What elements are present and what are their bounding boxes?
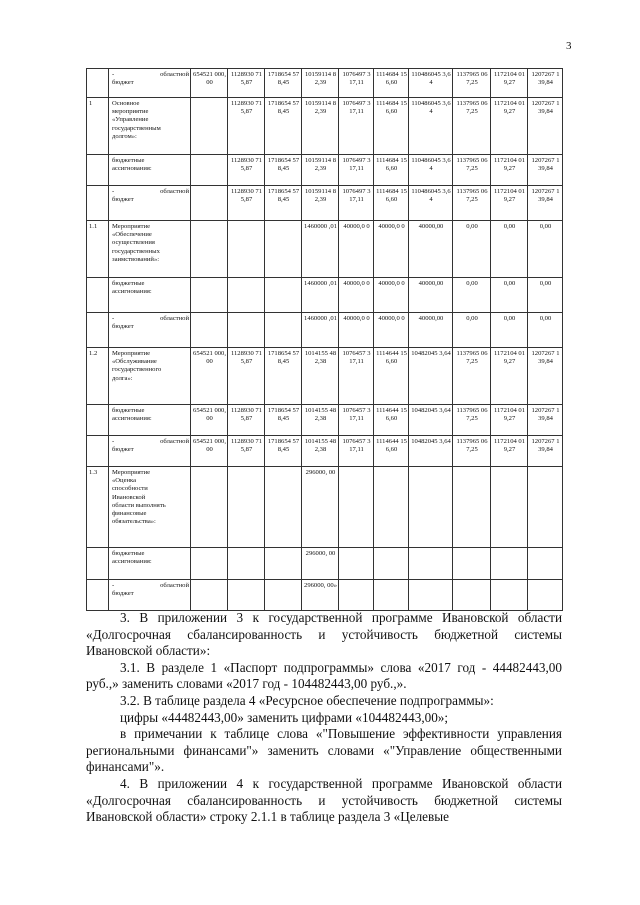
value-cell: 296000, 00 — [302, 467, 339, 548]
value-cell: 1718654 578,45 — [265, 405, 302, 436]
row-name-line: долга»: — [112, 374, 133, 382]
row-name — [109, 98, 191, 155]
row-number — [87, 186, 109, 221]
row-name — [109, 186, 191, 221]
paragraph-4: 4. В приложении 4 к государственной программе Ивановской области «Долгосрочная сбалансированность и устойчивость бюджетной системы Ивановской области» строку 2.1.1 в таблице раздела 3 «Целевые — [86, 775, 562, 825]
budget-table — [86, 68, 563, 611]
value-cell: 1137965 067,25 — [453, 69, 491, 98]
value-cell — [191, 313, 228, 348]
row-name — [109, 348, 191, 405]
value-cell: 1014155 482,38 — [302, 348, 339, 405]
row-name-line: «Оценка — [112, 477, 137, 485]
row-name-line — [112, 315, 189, 323]
value-cell: 0,00 — [528, 278, 563, 313]
value-cell: 1128930 715,87 — [228, 348, 265, 405]
value-cell: 40000,0 0 — [339, 221, 374, 278]
table-row — [87, 69, 563, 98]
row-name-word: областной — [160, 582, 189, 589]
value-cell: 1718654 578,45 — [265, 155, 302, 186]
row-name-word: областной — [160, 188, 189, 195]
value-cell — [339, 580, 374, 611]
value-cell — [491, 548, 528, 580]
value-cell: 10482045 3,64 — [409, 405, 453, 436]
row-number — [87, 155, 109, 186]
value-cell: 1128930 715,87 — [228, 186, 265, 221]
value-cell: 0,00 — [528, 221, 563, 278]
value-cell: 1207267 139,84 — [528, 436, 563, 467]
row-name-line: бюджет — [112, 590, 134, 598]
row-name-line: финансовые — [112, 510, 147, 518]
row-name — [109, 278, 191, 313]
row-name-line: бюджетные — [112, 550, 145, 557]
paragraph-digits: цифры «44482443,00» заменить цифрами «104482443,00»; — [120, 709, 449, 725]
value-cell: 1076457 317,11 — [339, 405, 374, 436]
value-cell: 40000,00 — [409, 278, 453, 313]
value-cell: 1172104 019,27 — [491, 98, 528, 155]
row-name-dash: - — [112, 582, 115, 589]
row-name-word: областной — [160, 71, 189, 78]
row-number — [87, 405, 109, 436]
value-cell: 1172104 019,27 — [491, 69, 528, 98]
value-cell: 1718654 578,45 — [265, 348, 302, 405]
page-number: 3 — [566, 40, 572, 52]
row-name — [109, 313, 191, 348]
value-cell: 40000,00 — [409, 221, 453, 278]
value-cell: 1076457 317,11 — [339, 436, 374, 467]
value-cell — [491, 580, 528, 611]
value-cell: 1207267 139,84 — [528, 348, 563, 405]
table-body — [87, 69, 563, 611]
value-cell: 1207267 139,84 — [528, 186, 563, 221]
value-cell: 10159114 82,39 — [302, 98, 339, 155]
row-name-line — [112, 71, 189, 79]
value-cell: 110486045 3,64 — [409, 69, 453, 98]
value-cell: 1014155 482,38 — [302, 405, 339, 436]
value-cell — [374, 467, 409, 548]
value-cell: 1718654 578,45 — [265, 186, 302, 221]
value-cell: 110486045 3,64 — [409, 155, 453, 186]
value-cell: 654521 000,00 — [191, 348, 228, 405]
value-cell: 296000, 00» — [302, 580, 339, 611]
row-name-line: «Обеспечение — [112, 231, 152, 239]
value-cell: 1137965 067,25 — [453, 186, 491, 221]
value-cell — [191, 186, 228, 221]
value-cell — [453, 467, 491, 548]
value-cell: 1137965 067,25 — [453, 98, 491, 155]
row-name-dash: - — [112, 71, 115, 78]
value-cell: 10159114 82,39 — [302, 155, 339, 186]
paragraph-note: в примечании к таблице слова «"Повышение эффективности управления региональными финансами"» заменить словами «"Управление общественными финансами"». — [86, 726, 562, 775]
value-cell: 1076497 317,11 — [339, 186, 374, 221]
value-cell: 296000, 00 — [302, 548, 339, 580]
table-row — [87, 221, 563, 278]
row-name-line: мероприятие — [112, 108, 149, 116]
value-cell: 0,00 — [453, 221, 491, 278]
value-cell: 0,00 — [528, 313, 563, 348]
value-cell: 1076497 317,11 — [339, 155, 374, 186]
row-name-line: бюджет — [112, 79, 134, 87]
value-cell: 1207267 139,84 — [528, 405, 563, 436]
value-cell: 654521 000,00 — [191, 436, 228, 467]
row-name — [109, 580, 191, 611]
value-cell: 0,00 — [491, 278, 528, 313]
value-cell — [409, 580, 453, 611]
row-name-dash: - — [112, 315, 115, 322]
value-cell: 1137965 067,25 — [453, 436, 491, 467]
table-row — [87, 313, 563, 348]
value-cell: 110486045 3,64 — [409, 98, 453, 155]
value-cell — [528, 580, 563, 611]
table-row — [87, 278, 563, 313]
value-cell — [265, 278, 302, 313]
value-cell: 1114684 156,60 — [374, 69, 409, 98]
row-name-line: бюджетные — [112, 280, 145, 287]
value-cell: 654521 000,00 — [191, 69, 228, 98]
row-name-line: бюджет — [112, 446, 134, 454]
row-name — [109, 436, 191, 467]
value-cell: 1128930 715,87 — [228, 98, 265, 155]
row-name-line: бюджетные — [112, 407, 145, 414]
value-cell: 10482045 3,64 — [409, 348, 453, 405]
value-cell: 1172104 019,27 — [491, 436, 528, 467]
value-cell: 1207267 139,84 — [528, 69, 563, 98]
value-cell — [265, 221, 302, 278]
row-name-line — [112, 188, 189, 196]
value-cell: 1137965 067,25 — [453, 348, 491, 405]
row-name-line: области выполнять — [112, 501, 166, 509]
value-cell: 1718654 578,45 — [265, 436, 302, 467]
value-cell — [191, 548, 228, 580]
value-cell — [453, 548, 491, 580]
value-cell: 10159114 82,39 — [302, 186, 339, 221]
row-name — [109, 548, 191, 580]
value-cell — [265, 580, 302, 611]
row-name-line: ассигнования: — [112, 165, 152, 173]
value-cell: 1076497 317,11 — [339, 98, 374, 155]
value-cell: 1014155 482,38 — [302, 436, 339, 467]
value-cell: 1114684 156,60 — [374, 155, 409, 186]
row-number: 1.3 — [87, 467, 109, 548]
table-row — [87, 436, 563, 467]
value-cell: 1114644 156,60 — [374, 405, 409, 436]
row-number — [87, 313, 109, 348]
value-cell: 40000,0 0 — [374, 278, 409, 313]
body-text — [86, 610, 562, 826]
row-number: 1 — [87, 98, 109, 155]
paragraph-3: 3. В приложении 3 к государственной программе Ивановской области «Долгосрочная сбалансированность и устойчивость бюджетной системы Ивановской области»: — [86, 610, 562, 659]
value-cell: 40000,0 0 — [339, 278, 374, 313]
value-cell — [191, 467, 228, 548]
value-cell: 1172104 019,27 — [491, 405, 528, 436]
value-cell — [339, 548, 374, 580]
value-cell — [191, 155, 228, 186]
value-cell: 40000,0 0 — [374, 221, 409, 278]
value-cell — [228, 580, 265, 611]
value-cell — [374, 580, 409, 611]
row-name-line: Основное — [112, 100, 140, 107]
value-cell: 40000,00 — [409, 313, 453, 348]
row-number — [87, 436, 109, 467]
paragraph-3-2: 3.2. В таблице раздела 4 «Ресурсное обеспечение подпрограммы»: — [120, 692, 494, 708]
row-name-line: Мероприятие — [112, 223, 151, 230]
value-cell: 0,00 — [491, 313, 528, 348]
row-name-line — [112, 438, 189, 446]
value-cell: 1114644 156,60 — [374, 436, 409, 467]
paragraph-3-1: 3.1. В разделе 1 «Паспорт подпрограммы» слова «2017 год - 44482443,00 руб.,» заменить словами «2017 год - 104482443,00 руб.,». — [86, 659, 562, 692]
row-name-dash: - — [112, 188, 115, 195]
value-cell: 1137965 067,25 — [453, 155, 491, 186]
value-cell: 10159114 82,39 — [302, 69, 339, 98]
row-name-line: Ивановской — [112, 493, 146, 501]
value-cell — [228, 221, 265, 278]
value-cell — [191, 580, 228, 611]
value-cell: 1460000 ,01 — [302, 313, 339, 348]
value-cell — [265, 313, 302, 348]
value-cell — [265, 548, 302, 580]
row-name — [109, 405, 191, 436]
table-row — [87, 405, 563, 436]
row-name-line: ассигнования: — [112, 288, 152, 296]
value-cell: 1460000 ,01 — [302, 221, 339, 278]
row-name-line — [112, 582, 189, 590]
row-name-line: способности — [112, 485, 148, 493]
row-name-line: ассигнования: — [112, 558, 152, 566]
row-name-line: государственного — [112, 366, 162, 374]
table-row — [87, 348, 563, 405]
row-name-line: «Обслуживание — [112, 358, 157, 366]
row-name — [109, 221, 191, 278]
row-name — [109, 155, 191, 186]
value-cell: 1128930 715,87 — [228, 69, 265, 98]
row-name-line: «Управление — [112, 116, 149, 124]
row-name-line: Мероприятие — [112, 350, 151, 357]
row-name-line: ассигнования: — [112, 415, 152, 423]
row-name-line: бюджет — [112, 323, 134, 331]
row-name-dash: - — [112, 438, 115, 445]
row-name-word: областной — [160, 438, 189, 445]
value-cell: 40000,0 0 — [339, 313, 374, 348]
value-cell — [453, 580, 491, 611]
value-cell: 1137965 067,25 — [453, 405, 491, 436]
value-cell: 1172104 019,27 — [491, 155, 528, 186]
row-name-line: государственным — [112, 124, 161, 132]
value-cell: 1114644 156,60 — [374, 348, 409, 405]
value-cell: 1172104 019,27 — [491, 186, 528, 221]
table-row — [87, 155, 563, 186]
row-name-line: бюджетные — [112, 157, 145, 164]
value-cell: 1128930 715,87 — [228, 405, 265, 436]
row-name-line: заимствований»: — [112, 255, 160, 263]
value-cell — [409, 467, 453, 548]
value-cell: 40000,0 0 — [374, 313, 409, 348]
value-cell — [374, 548, 409, 580]
row-number — [87, 278, 109, 313]
value-cell: 654521 000,00 — [191, 405, 228, 436]
value-cell: 0,00 — [453, 313, 491, 348]
table-row — [87, 548, 563, 580]
row-name-word: областной — [160, 315, 189, 322]
value-cell — [409, 548, 453, 580]
row-name — [109, 467, 191, 548]
value-cell — [491, 467, 528, 548]
value-cell — [528, 548, 563, 580]
row-name-line: бюджет — [112, 196, 134, 204]
row-number: 1.1 — [87, 221, 109, 278]
value-cell — [228, 548, 265, 580]
table-row — [87, 580, 563, 611]
value-cell: 110486045 3,64 — [409, 186, 453, 221]
row-number — [87, 580, 109, 611]
value-cell: 1172104 019,27 — [491, 348, 528, 405]
value-cell: 0,00 — [453, 278, 491, 313]
value-cell — [228, 313, 265, 348]
value-cell — [191, 98, 228, 155]
value-cell: 0,00 — [491, 221, 528, 278]
table-row — [87, 186, 563, 221]
value-cell: 1207267 139,84 — [528, 155, 563, 186]
table-row — [87, 98, 563, 155]
row-name-line: обязательства»: — [112, 518, 156, 526]
row-name-line: осуществления — [112, 239, 155, 247]
table-row — [87, 467, 563, 548]
row-number — [87, 548, 109, 580]
value-cell: 1207267 139,84 — [528, 98, 563, 155]
row-name-line: государственных — [112, 247, 160, 255]
row-name-line: Мероприятие — [112, 469, 151, 476]
value-cell: 1076497 317,11 — [339, 69, 374, 98]
value-cell: 10482045 3,64 — [409, 436, 453, 467]
value-cell — [191, 278, 228, 313]
value-cell: 1128930 715,87 — [228, 155, 265, 186]
value-cell: 1114684 156,60 — [374, 98, 409, 155]
value-cell: 1718654 578,45 — [265, 98, 302, 155]
value-cell: 1114684 156,60 — [374, 186, 409, 221]
row-name — [109, 69, 191, 98]
value-cell — [265, 467, 302, 548]
value-cell — [228, 467, 265, 548]
row-number: 1.2 — [87, 348, 109, 405]
value-cell: 1718654 578,45 — [265, 69, 302, 98]
row-name-line: долгом»: — [112, 132, 137, 140]
value-cell: 1076457 317,11 — [339, 348, 374, 405]
value-cell — [339, 467, 374, 548]
value-cell: 1460000 ,01 — [302, 278, 339, 313]
value-cell — [528, 467, 563, 548]
value-cell: 1128930 715,87 — [228, 436, 265, 467]
value-cell — [228, 278, 265, 313]
row-number — [87, 69, 109, 98]
value-cell — [191, 221, 228, 278]
